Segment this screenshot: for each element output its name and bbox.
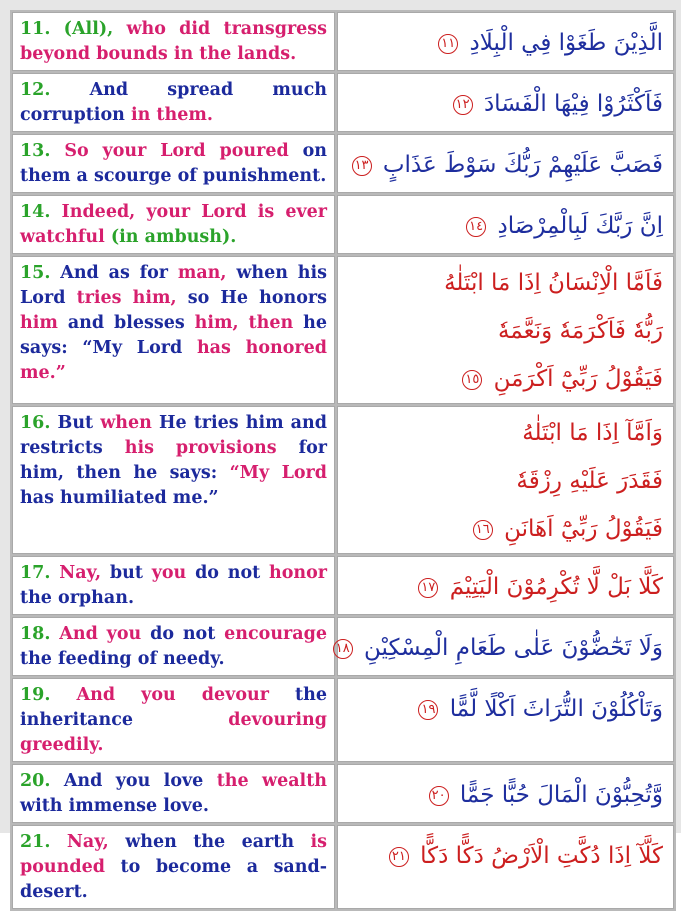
verse-rows: [12, 12, 674, 909]
translation-text: and blesses: [67, 313, 195, 333]
verse-end-marker: ١٢: [453, 95, 473, 115]
translation-text: Indeed, your Lord: [50, 202, 258, 222]
translation-text: tries him,: [76, 288, 188, 308]
english-translation: [12, 678, 335, 762]
translation-text: encourage: [224, 624, 327, 644]
arabic-words: كَلَّا بَلْ لَّا تُكْرِمُوْنَ الْيَتِيْمَ: [449, 574, 663, 600]
verse-number: 14.: [20, 202, 51, 222]
translation-text: so He honors: [187, 288, 328, 308]
translation-text: And spread much corruption: [20, 80, 327, 125]
translation-text: for him, then he says:: [20, 438, 327, 483]
translation-text: who did transgress beyond bounds: [20, 19, 328, 64]
translation-text: the wealth: [216, 771, 327, 791]
arabic-text: [337, 617, 674, 676]
translation-text: do not: [195, 563, 269, 583]
arabic-text: [337, 678, 674, 762]
verse-row: [12, 12, 674, 71]
arabic-line: [342, 259, 663, 307]
verse-end-marker: ٢٠: [429, 786, 449, 806]
arabic-line: [342, 409, 663, 457]
translation-text: Nay,: [50, 832, 126, 852]
english-translation: [12, 764, 335, 823]
translation-text: honor: [268, 563, 327, 583]
translation-text: but: [109, 563, 152, 583]
verse-end-marker: ١٤: [466, 217, 486, 237]
verse-end-marker: ١٨: [333, 639, 353, 659]
translation-text: has honored me.”: [20, 338, 327, 383]
translation-text: to become a sand-desert.: [20, 857, 327, 902]
arabic-line: [342, 19, 663, 67]
english-translation: [12, 406, 335, 554]
english-translation: [12, 195, 335, 254]
verse-end-marker: ١٣: [352, 156, 372, 176]
translation-text: you devour: [141, 685, 296, 705]
translation-text: the inheritance: [20, 685, 327, 730]
arabic-words: الَّذِيْنَ طَغَوْا فِي الْبِلَادِ: [469, 30, 663, 56]
translation-text: is ever watchful: [20, 202, 327, 247]
verse-number: 17.: [20, 563, 51, 583]
arabic-text: [337, 195, 674, 254]
arabic-line: [342, 771, 663, 819]
english-translation: [12, 256, 335, 404]
arabic-text: [337, 73, 674, 132]
translation-text: the feeding of needy.: [20, 649, 225, 669]
translation-text: when the earth: [125, 832, 311, 852]
arabic-words: وَتَاْكُلُوْنَ التُّرَاثَ اَكْلًا لَّمًّا: [449, 696, 663, 722]
arabic-words: وَلَا تَحٰٓضُّوْنَ عَلٰى طَعَامِ الْمِسْكِيْنِ: [364, 635, 663, 661]
verse-number: 20.: [20, 771, 51, 791]
verse-number: 18.: [20, 624, 51, 644]
translation-text: when his Lord: [20, 263, 327, 308]
verse-number: 21.: [20, 832, 51, 852]
translation-text: “My Lord: [229, 463, 328, 483]
arabic-words: فَاَمَّا الْاِنْسَانُ اِذَا مَا ابْتَلٰهُ: [444, 270, 663, 296]
verse-end-marker: ١٥: [462, 370, 482, 390]
verse-end-marker: ١٦: [473, 520, 493, 540]
translation-text: devouring greedily.: [20, 710, 327, 755]
arabic-words: فَقَدَرَ عَلَيْهِ رِزْقَهٗ: [516, 468, 663, 494]
english-translation: [12, 556, 335, 615]
translation-text: him: [20, 313, 68, 333]
verse-row: [12, 73, 674, 132]
arabic-text: [337, 406, 674, 554]
translation-text: his provisions: [124, 438, 299, 458]
translation-text: And: [50, 685, 142, 705]
translation-text: he says: “My Lord: [20, 313, 327, 358]
verse-row: [12, 256, 674, 404]
verse-end-marker: ١١: [438, 34, 458, 54]
translation-text: in the lands.: [173, 44, 297, 64]
translation-text: on them a scourge of punishment.: [20, 141, 328, 186]
verse-row: [12, 406, 674, 554]
verse-row: [12, 617, 674, 676]
verse-end-marker: ١٩: [418, 700, 438, 720]
translation-text: And you love: [50, 771, 217, 791]
arabic-text: [337, 256, 674, 404]
arabic-line: [342, 141, 663, 189]
arabic-line: [342, 355, 663, 403]
arabic-text: [337, 764, 674, 823]
arabic-line: [342, 457, 663, 505]
verse-number: 15.: [20, 263, 51, 283]
verse-number: 13.: [20, 141, 51, 161]
arabic-words: فَصَبَّ عَلَيْهِمْ رَبُّكَ سَوْطَ عَذَابٍ: [382, 152, 663, 178]
translation-text: him, then: [194, 313, 304, 333]
verse-row: [12, 678, 674, 762]
translation-text: He tries him and restricts: [20, 413, 327, 458]
translation-text: in them.: [130, 105, 213, 125]
translation-text: (All),: [50, 19, 127, 39]
arabic-line: [342, 832, 663, 880]
verse-number: 12.: [20, 80, 51, 100]
english-translation: [12, 73, 335, 132]
arabic-line: [335, 624, 663, 672]
arabic-line: [342, 505, 663, 553]
verse-table: [10, 10, 676, 911]
verse-row: [12, 195, 674, 254]
arabic-line: [342, 685, 663, 733]
translation-text: And as for: [50, 263, 178, 283]
translation-text: do not: [150, 624, 225, 644]
arabic-words: اِنَّ رَبَّكَ لَبِالْمِرْصَادِ: [497, 213, 663, 239]
english-translation: [12, 617, 335, 676]
verse-number: 11.: [20, 19, 51, 39]
translation-text: your Lord poured: [102, 141, 303, 161]
arabic-text: [337, 12, 674, 71]
translation-text: with immense love.: [20, 796, 209, 816]
translation-text: you: [106, 624, 151, 644]
verse-row: [12, 764, 674, 823]
verse-row: [12, 556, 674, 615]
arabic-text: [337, 134, 674, 193]
verse-number: 16.: [20, 413, 51, 433]
translation-text: the orphan.: [20, 588, 135, 608]
arabic-words: فَيَقُوْلُ رَبِّيْٓ اَهَانَنِ: [504, 516, 663, 542]
arabic-words: فَيَقُوْلُ رَبِّيْٓ اَكْرَمَنِ: [493, 366, 663, 392]
arabic-words: فَاَكْثَرُوْا فِيْهَا الْفَسَادَ: [483, 91, 663, 117]
verse-end-marker: ٢١: [389, 847, 409, 867]
translation-text: when: [100, 413, 159, 433]
arabic-line: [342, 202, 663, 250]
translation-text: And: [50, 624, 107, 644]
translation-text: is pounded: [20, 832, 327, 877]
verse-row: [12, 825, 674, 909]
translation-text: So: [50, 141, 103, 161]
english-translation: [12, 134, 335, 193]
english-translation: [12, 12, 335, 71]
arabic-words: وَاَمَّآ اِذَا مَا ابْتَلٰهُ: [522, 420, 663, 446]
arabic-text: [337, 825, 674, 909]
translation-text: But: [50, 413, 101, 433]
translation-text: man,: [177, 263, 237, 283]
translation-text: (in ambush).: [110, 227, 237, 247]
verse-number: 19.: [20, 685, 51, 705]
arabic-line: [342, 563, 663, 611]
arabic-line: [342, 307, 663, 355]
verse-row: [12, 134, 674, 193]
arabic-words: كَلَّآ اِذَا دُكَّتِ الْاَرْضُ دَكًّا دَكًّا: [420, 843, 663, 869]
translation-text: you: [151, 563, 196, 583]
arabic-words: رَبُّهٗ فَاَكْرَمَهٗ وَنَعَّمَهٗ: [498, 318, 663, 344]
arabic-text: [337, 556, 674, 615]
english-translation: [12, 825, 335, 909]
translation-text: Nay,: [50, 563, 110, 583]
translation-text: has humiliated me.”: [20, 488, 219, 508]
arabic-words: وَّتُحِبُّوْنَ الْمَالَ حُبًّا جَمًّا: [459, 782, 663, 808]
arabic-line: [342, 80, 663, 128]
verse-end-marker: ١٧: [418, 578, 438, 598]
